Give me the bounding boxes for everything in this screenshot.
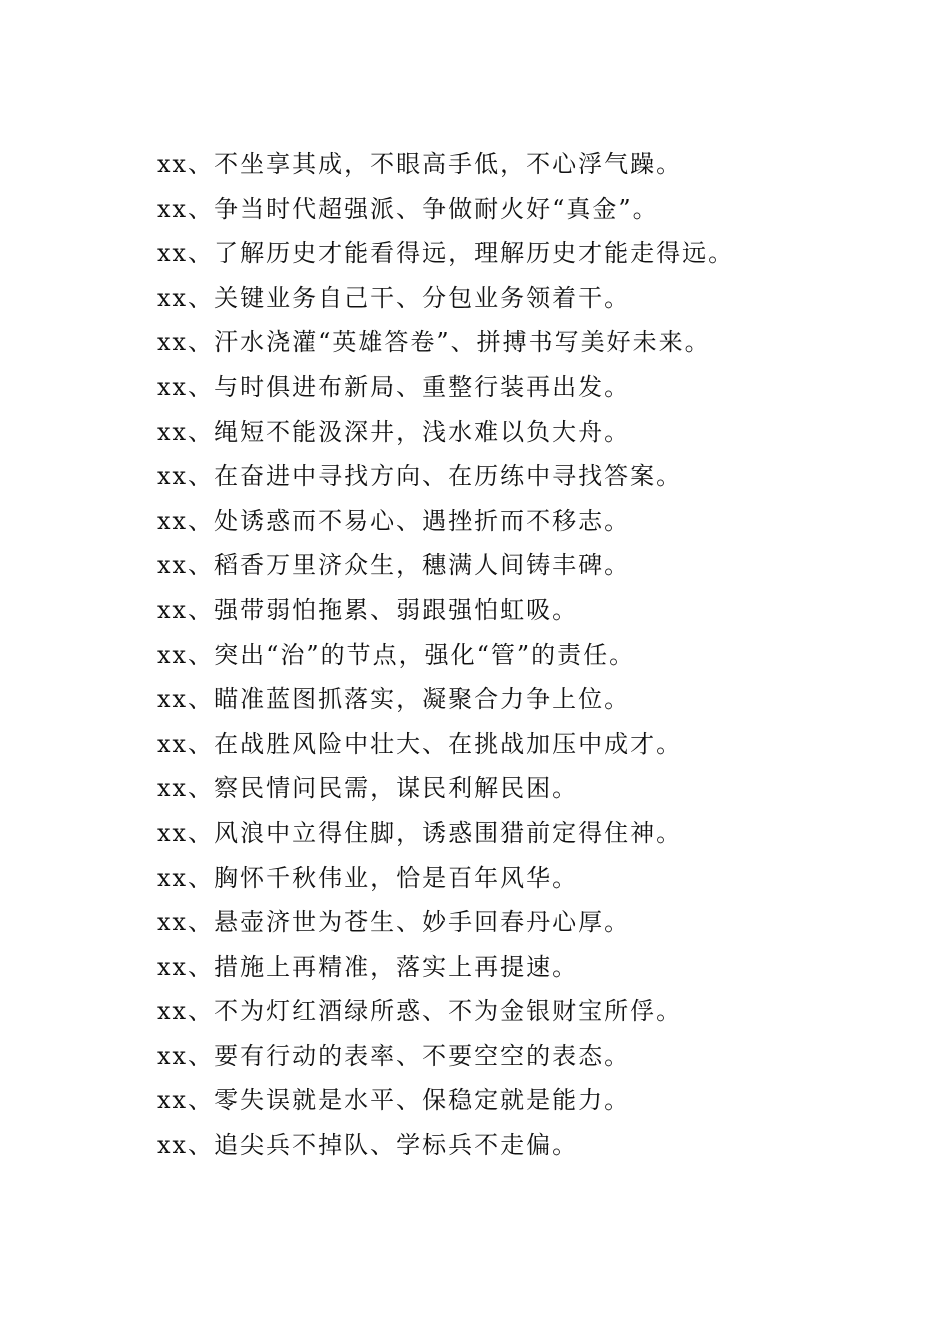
slogan-list <box>157 142 877 1168</box>
slogan-line: xx、强带弱怕拖累、弱跟强怕虹吸。 <box>157 595 579 624</box>
slogan-line: xx、绳短不能汲深井，浅水难以负大舟。 <box>157 417 631 446</box>
slogan-line: xx、了解历史才能看得远，理解历史才能走得远。 <box>157 239 735 268</box>
slogan-line: xx、在战胜风险中壮大、在挑战加压中成才。 <box>157 729 683 758</box>
slogan-line: xx、关键业务自己干、分包业务领着干。 <box>157 283 631 312</box>
slogan-line: xx、零失误就是水平、保稳定就是能力。 <box>157 1086 631 1115</box>
slogan-line: xx、突出“治”的节点，强化“管”的责任。 <box>157 640 636 669</box>
slogan-line: xx、处诱惑而不易心、遇挫折而不移志。 <box>157 506 631 535</box>
slogan-line: xx、追尖兵不掉队、学标兵不走偏。 <box>157 1131 579 1160</box>
slogan-line: xx、稻香万里济众生，穗满人间铸丰碑。 <box>157 551 631 580</box>
slogan-line: xx、要有行动的表率、不要空空的表态。 <box>157 1041 631 1070</box>
slogan-line: xx、察民情问民需，谋民利解民困。 <box>157 774 579 803</box>
slogan-line: xx、在奋进中寻找方向、在历练中寻找答案。 <box>157 462 683 491</box>
slogan-line: xx、悬壶济世为苍生、妙手回春丹心厚。 <box>157 908 631 937</box>
slogan-line: xx、措施上再精准，落实上再提速。 <box>157 952 579 981</box>
slogan-line: xx、瞄准蓝图抓落实，凝聚合力争上位。 <box>157 685 631 714</box>
slogan-line: xx、不为灯红酒绿所惑、不为金银财宝所俘。 <box>157 997 683 1026</box>
slogan-line: xx、不坐享其成，不眼高手低，不心浮气躁。 <box>157 150 683 178</box>
slogan-line: xx、汗水浇灌“英雄答卷”、拼搏书写美好未来。 <box>157 328 711 357</box>
slogan-line: xx、风浪中立得住脚，诱惑围猎前定得住神。 <box>157 818 683 847</box>
slogan-line: xx、争当时代超强派、争做耐火好“真金”。 <box>157 194 659 223</box>
slogan-line: xx、与时俱进布新局、重整行装再出发。 <box>157 372 631 401</box>
slogan-line: xx、胸怀千秋伟业，恰是百年风华。 <box>157 863 579 892</box>
